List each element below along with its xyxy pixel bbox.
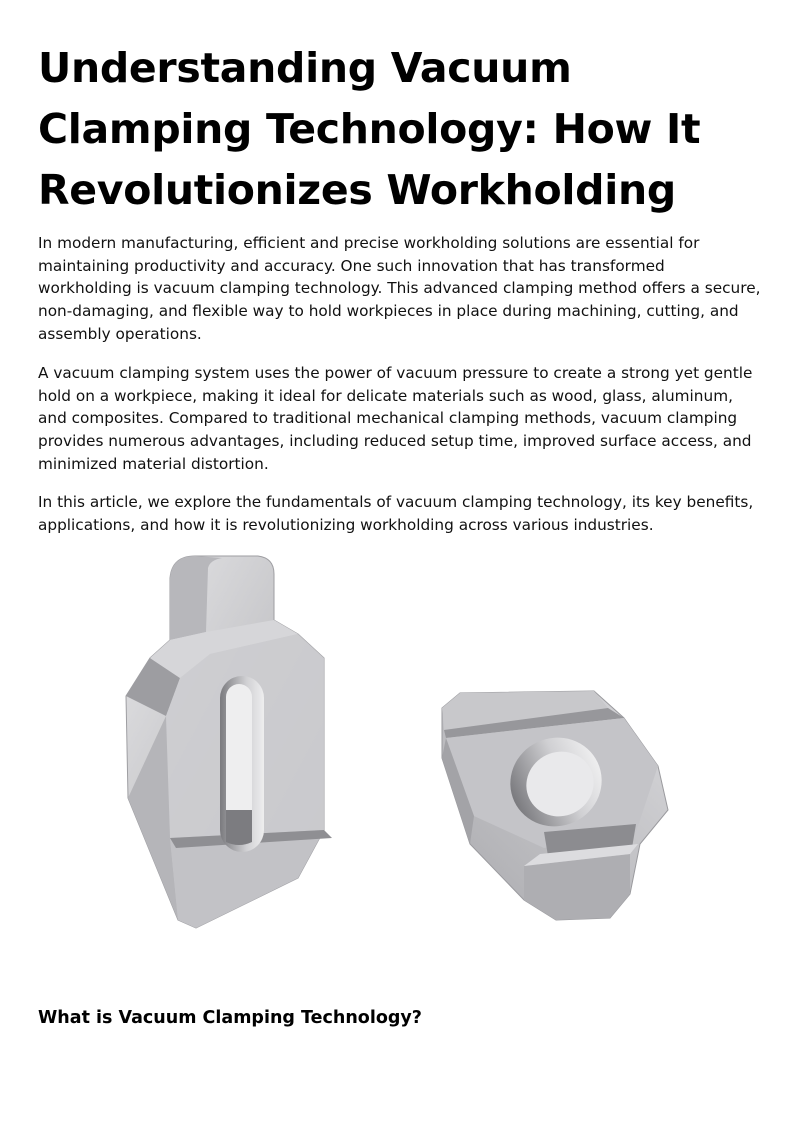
intro-paragraph-3: In this article, we explore the fundamentals of vacuum clamping technology, its key benefits, applications, and how it is revolutionizing workholding across various industries. (38, 493, 754, 534)
section-heading: What is Vacuum Clamping Technology? (38, 1008, 422, 1028)
intro-paragraph-2: A vacuum clamping system uses the power of vacuum pressure to create a strong yet gentle hold on a workpiece, making it ideal for delicate materials such as wood, glass, aluminum, and composites. Compared to traditional mechanical clamping methods, vacuum clamping provides numerous advantages, including reduced setup time, improved surface access, and minimized material distortion. (38, 364, 753, 473)
intro-paragraph-1: In modern manufacturing, efficient and precise workholding solutions are essential for maintaining productivity and accuracy. One such innovation that has transformed workholding is vacuum clamping technology. This advanced clamping method offers a secure, non-damaging, and flexible way to hold workpieces in place during machining, cutting, and assembly operations. (38, 234, 761, 343)
article-title: Understanding Vacuum Clamping Technology: How It Revolutionizes Workholding (38, 44, 701, 214)
flat-clamp-part (442, 691, 668, 920)
tall-clamp-part (126, 556, 332, 928)
machined-parts-photo (110, 548, 690, 940)
